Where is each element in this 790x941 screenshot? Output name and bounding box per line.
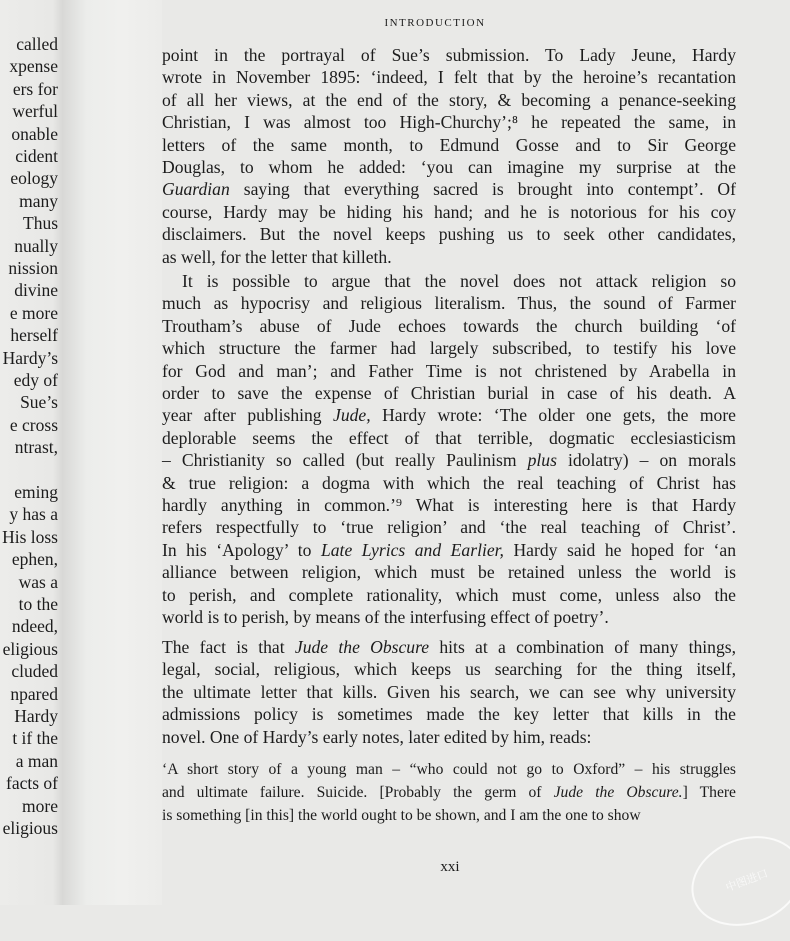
text-run: disclaimers. But the novel keeps pushing us to seek other candidates,	[162, 224, 736, 245]
text-run: ] There	[682, 784, 736, 801]
text-run: admissions policy is sometimes made the key letter that kills in the	[162, 704, 736, 725]
text-run: Douglas, to whom he added: ‘you can imagine my surprise at the	[162, 157, 736, 177]
paragraph-line	[162, 606, 736, 628]
paragraph-line	[162, 658, 736, 680]
text-run: course, Hardy may be hiding his hand; and he is notorious for his coy	[162, 201, 736, 222]
text-run: for God and man’; and Father Time is not christened by Arabella in	[162, 360, 736, 381]
paragraph-line	[162, 66, 736, 88]
book-gutter	[62, 0, 162, 905]
text-run: – Christianity so called (but really Paulinism	[162, 450, 528, 471]
paragraph-line	[162, 89, 736, 111]
text-run: which structure the farmer had largely subscribed, to testify his love	[162, 338, 736, 359]
left-page-line: was a	[18, 571, 58, 592]
page-number: xxi	[440, 859, 460, 875]
paragraph-line	[162, 201, 736, 223]
left-page-line: herself	[10, 325, 58, 346]
left-page-line: nually	[14, 235, 58, 256]
paragraph-line	[162, 494, 736, 516]
text-run: order to save the expense of Christian burial in case of his death. A	[162, 383, 736, 403]
text-run: the ultimate letter that kills. Given his search, we can see why university	[162, 681, 736, 702]
text-run: as well, for the letter that killeth.	[162, 246, 392, 267]
left-page-line: e cross	[9, 414, 58, 435]
left-page-line: nission	[8, 258, 58, 278]
text-run: ‘A short story of a young man – “who could not go to Oxford” – his struggles	[162, 761, 736, 778]
left-page-line: werful	[12, 101, 58, 122]
left-page-line: Hardy’s	[2, 347, 58, 368]
text-run: Troutham’s abuse of Jude echoes towards the church building ‘of	[162, 315, 736, 336]
paragraph-line	[162, 111, 736, 133]
paragraph-line	[162, 382, 736, 404]
left-page-line: ephen,	[11, 549, 58, 570]
text-run: legal, social, religious, which keeps us searching for the thing itself,	[162, 659, 736, 680]
text-run: much as hypocrisy and religious literalism. Thus, the sound of Farmer	[162, 293, 736, 314]
paragraph-line	[162, 315, 736, 337]
text-run: hits at a combination of many things,	[429, 637, 736, 657]
text-run: year after publishing	[162, 405, 334, 426]
block-quote-line	[162, 806, 736, 826]
left-page-line: more	[22, 795, 58, 816]
paragraph-line	[162, 44, 736, 66]
paragraph-line	[162, 178, 736, 200]
left-page-line: ntrast,	[14, 437, 58, 458]
paragraph-line	[162, 223, 736, 245]
paragraph-line	[162, 246, 736, 268]
text-run: refers respectfully to ‘true religion’ and ‘the real teaching of Christ’.	[162, 517, 736, 538]
watermark-stamp: 中图进口	[679, 821, 790, 941]
left-page-line: divine	[14, 280, 58, 301]
text-run: Hardy wrote: ‘The older one gets, the more	[370, 405, 736, 426]
text-run: deplorable seems the effect of that terrible, dogmatic ecclesiasticism	[162, 427, 736, 448]
left-page-line: eology	[10, 168, 58, 189]
left-page-line: ndeed,	[11, 616, 58, 637]
paragraph-line	[162, 584, 736, 606]
text-run: wrote in November 1895: ‘indeed, I felt that by the heroine’s recantation	[162, 67, 736, 88]
facing-left-page	[0, 0, 62, 905]
block-quote-line	[162, 760, 736, 780]
text-run: It is possible to argue that the novel does not attack religion so	[182, 271, 736, 291]
left-page-line: y has a	[9, 504, 58, 525]
text-run: and ultimate failure. Suicide. [Probably the germ of	[162, 784, 554, 801]
text-run: & true religion: a dogma with which the real teaching of Christ has	[162, 472, 736, 493]
paragraph-line	[162, 134, 736, 156]
left-page-line: Hardy	[14, 706, 58, 726]
paragraph-line	[162, 726, 736, 748]
left-page-line: onable	[11, 123, 58, 144]
left-page-line: eligious	[2, 638, 58, 659]
text-run: hardly anything in common.’⁹ What is interesting here is that Hardy	[162, 495, 736, 515]
left-page-line: called	[16, 34, 58, 54]
italic-text: Jude the Obscure.	[553, 784, 683, 801]
paragraph-line	[162, 703, 736, 725]
left-page-line: e more	[9, 302, 58, 323]
paragraph-line	[162, 636, 736, 658]
italic-text: Guardian	[162, 179, 230, 200]
text-run: In his ‘Apology’ to	[162, 539, 321, 560]
text-run: idolatry) – on morals	[556, 450, 736, 471]
text-run: to perish, and complete rationality, which must come, unless also the	[162, 584, 736, 605]
left-page-line: cident	[15, 146, 58, 166]
left-page-line: edy of	[13, 370, 58, 390]
text-run: Christian, I was almost too High-Churchy’;⁸ he repeated the same, in	[162, 112, 736, 133]
left-page-line: a man	[15, 750, 58, 771]
text-run: point in the portrayal of Sue’s submission. To Lady Jeune, Hardy	[162, 45, 736, 65]
left-page-line: facts of	[6, 773, 58, 794]
text-run: novel. One of Hardy’s early notes, later edited by him, reads:	[162, 726, 592, 747]
italic-text: Late Lyrics and Earlier,	[320, 539, 504, 560]
left-page-line: Thus	[23, 213, 58, 234]
left-page-line: many	[19, 190, 58, 211]
paragraph-line	[162, 360, 736, 382]
text-run: world is to perish, by means of the interfusing effect of poetry’.	[162, 607, 609, 627]
text-run: Hardy said he hoped for ‘an	[503, 539, 736, 560]
italic-text: plus	[527, 450, 557, 471]
paragraph-line	[162, 472, 736, 494]
left-page-line: t if the	[12, 728, 58, 749]
left-page-line: eligious	[2, 818, 58, 838]
text-run: is something [in this] the world ought to be shown, and I am the one to show	[162, 807, 641, 824]
left-page-line: His loss	[2, 526, 58, 547]
text-run: saying that everything sacred is brought into contempt’. Of	[229, 179, 736, 200]
block-quote-line	[162, 783, 736, 803]
running-head: INTRODUCTION	[384, 17, 486, 29]
italic-text: Jude the Obscure	[294, 637, 430, 657]
paragraph-line	[162, 292, 736, 314]
left-page-line: Sue’s	[20, 392, 58, 413]
text-run: alliance between religion, which must be retained unless the world is	[162, 562, 736, 583]
paragraph-line	[162, 427, 736, 449]
paragraph-line	[162, 561, 736, 583]
text-run: The fact is that	[162, 637, 295, 657]
left-page-line: cluded	[11, 661, 58, 682]
left-page-line: ers for	[12, 78, 58, 99]
left-page-line: to the	[18, 594, 58, 614]
paragraph-line	[162, 156, 736, 178]
text-run: letters of the same month, to Edmund Gosse and to Sir George	[162, 134, 736, 155]
left-page-line: xpense	[9, 56, 58, 77]
paragraph-line	[162, 681, 736, 703]
left-page-line: npared	[10, 683, 58, 704]
text-run: of all her views, at the end of the story, & becoming a penance-seeking	[162, 89, 736, 110]
italic-text: Jude,	[333, 405, 371, 426]
left-page-line: eming	[14, 482, 58, 502]
paragraph-line	[162, 337, 736, 359]
paragraph-line	[162, 539, 736, 561]
paragraph-line	[162, 404, 736, 426]
paragraph-line	[162, 516, 736, 538]
paragraph-line	[162, 449, 736, 471]
paragraph-line	[182, 270, 736, 292]
